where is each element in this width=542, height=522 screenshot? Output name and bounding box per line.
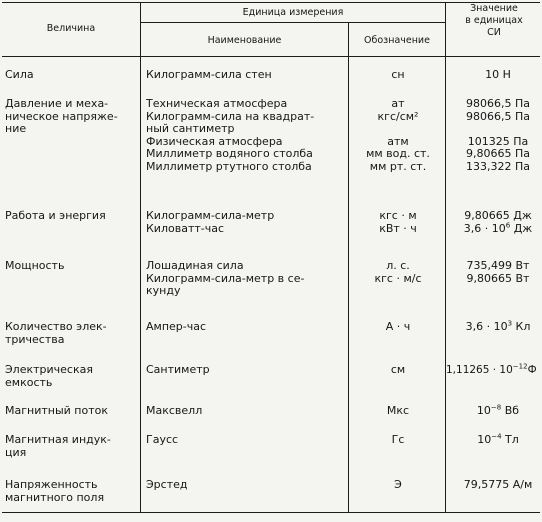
unit-name-cell: Сантиметр — [146, 363, 210, 376]
unit-symbol-cell: ат кгс/см² атм мм вод. ст. мм рт. ст. — [366, 97, 430, 173]
si-base: 10 — [476, 404, 491, 417]
si-base: 98066,5 Па — [466, 109, 530, 123]
quantity-cell: Сила — [5, 68, 34, 81]
column-divider-3 — [445, 2, 446, 512]
si-value-line — [452, 321, 542, 334]
si-value-line — [452, 220, 542, 236]
si-value-line — [452, 161, 542, 174]
si-value-cell — [452, 260, 542, 285]
si-value-cell — [452, 479, 542, 492]
unit-name-cell: Лошадиная сила Килограмм-сила-метр в се- кунду — [146, 259, 305, 298]
unit-symbol-cell: кгс · м кВт · ч — [379, 209, 417, 235]
si-value-line — [452, 273, 542, 286]
si-base: 98066,5 Па — [466, 97, 530, 110]
header-unit-name: Наименование — [207, 35, 282, 46]
unit-symbol-cell: Э — [394, 478, 402, 491]
si-value-line — [452, 69, 542, 82]
si-base: 10 — [477, 433, 492, 446]
si-base: 9,80665 Дж — [464, 209, 532, 222]
si-value-cell — [452, 321, 542, 334]
unit-name-cell: Гаусс — [146, 433, 179, 446]
table-bottom-border — [2, 512, 540, 513]
header-unit-symbol: Обозначение — [364, 35, 430, 46]
unit-name-cell: Килограмм-сила-метр Киловатт-час — [146, 209, 275, 235]
si-value-line — [452, 479, 542, 492]
quantity-cell: Количество элек- тричества — [5, 320, 107, 346]
si-unit: Ф — [527, 364, 537, 376]
si-base: 735,499 Вт — [466, 259, 530, 272]
si-exponent: −8 — [490, 403, 502, 412]
si-value-cell — [446, 364, 538, 377]
si-exponent: 6 — [505, 220, 511, 229]
unit-name-cell: Эрстед — [146, 478, 188, 491]
si-exponent: 3 — [507, 319, 513, 328]
si-base: 3,6 · 10 — [465, 320, 508, 333]
si-value-line — [452, 405, 542, 418]
si-exponent: −4 — [491, 432, 502, 441]
unit-name-cell: Ампер-час — [146, 320, 207, 333]
si-base: 133,322 Па — [466, 159, 530, 173]
si-base: 79,5775 А/м — [463, 478, 533, 491]
unit-name-cell: Техническая атмосфера Килограмм-сила на квадрат- ный сантиметр Физическая атмосфера Миллиметр водяного столба Миллиметр ртутного столба — [146, 97, 315, 173]
si-exponent: −12 — [512, 362, 528, 371]
si-base: 9,80665 Па — [466, 147, 530, 161]
header-quantity: Величина — [46, 23, 96, 34]
quantity-cell: Магнитная индук- ция — [5, 433, 111, 459]
si-value-cell — [452, 434, 542, 447]
si-unit: Кл — [512, 320, 531, 333]
unit-symbol-cell: л. с. кгс · м/с — [374, 259, 422, 285]
si-value-cell — [452, 405, 542, 418]
quantity-cell: Давление и меха- ническое напряже- ние — [5, 97, 118, 136]
si-unit: Дж — [510, 221, 533, 235]
unit-symbol-cell: А · ч — [385, 320, 411, 333]
si-value-line — [446, 364, 538, 377]
header-bottom-border — [2, 56, 540, 57]
si-base: 101325 Па — [467, 134, 529, 148]
si-value-cell — [452, 210, 542, 235]
si-base: 9,80665 Вт — [466, 271, 530, 285]
unit-name-cell: Максвелл — [146, 404, 203, 417]
unit-header-divider — [140, 22, 445, 23]
column-divider-1 — [140, 2, 141, 512]
quantity-cell: Магнитный поток — [5, 404, 108, 417]
header-unit-group: Единица измерения — [242, 7, 344, 18]
si-unit: Тл — [501, 433, 519, 446]
quantity-cell: Работа и энергия — [5, 209, 106, 222]
unit-symbol-cell: Мкс — [386, 404, 410, 417]
si-value-line — [452, 434, 542, 447]
quantity-cell: Электрическая емкость — [5, 363, 93, 389]
quantity-cell: Мощность — [5, 259, 65, 272]
quantity-cell: Напряженность магнитного поля — [5, 478, 105, 504]
unit-symbol-cell: Гс — [391, 433, 405, 446]
si-unit: Вб — [501, 404, 520, 417]
unit-symbol-cell: сн — [391, 68, 405, 81]
header-si-value: Значение в единицах СИ — [465, 3, 523, 38]
unit-name-cell: Килограмм-сила стен — [146, 68, 272, 81]
si-value-cell — [452, 69, 542, 82]
si-base: 3,6 · 10 — [463, 221, 506, 235]
unit-symbol-cell: см — [390, 363, 406, 376]
si-value-cell — [452, 98, 542, 174]
si-base: 1,11265 · 10 — [446, 364, 513, 376]
si-value-line — [452, 111, 542, 124]
si-base: 10 Н — [485, 68, 511, 81]
